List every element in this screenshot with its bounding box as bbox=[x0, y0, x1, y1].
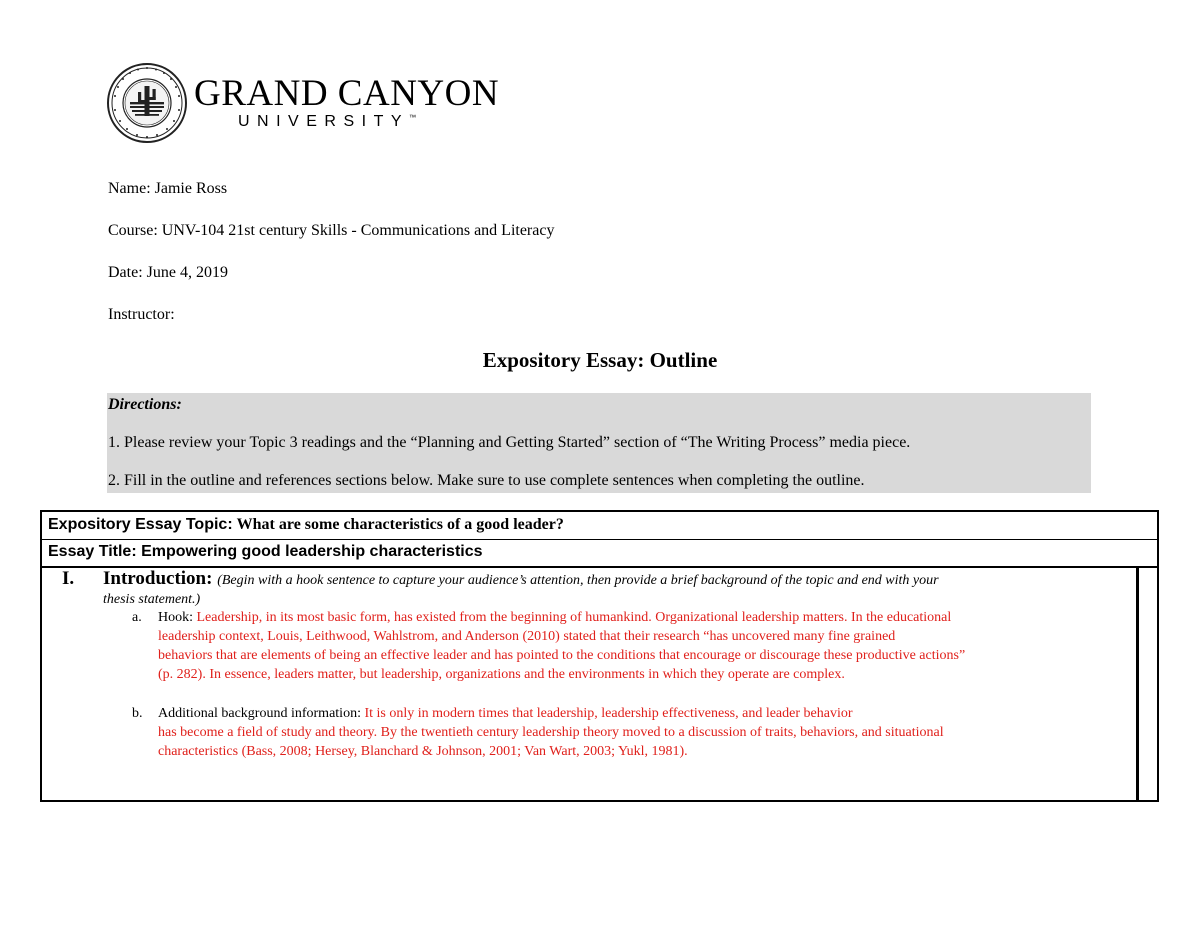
item-a-letter: a. bbox=[132, 610, 142, 625]
introduction-note-cont: thesis statement.) bbox=[103, 592, 201, 607]
university-wordmark bbox=[194, 75, 499, 131]
item-a-line-1 bbox=[158, 610, 951, 626]
item-a-label: Hook: bbox=[158, 610, 193, 625]
date-line: Date: June 4, 2019 bbox=[108, 264, 228, 281]
essay-title-row bbox=[42, 540, 1157, 568]
hook-text: Leadership, in its most basic form, has existed from the beginning of humankind. Organizational leadership matters. In the educational bbox=[196, 610, 952, 625]
trademark-symbol: ™ bbox=[409, 114, 417, 122]
background-text-line-2: has become a field of study and theory. By the twentieth century leadership theory moved to a discussion of traits, behaviors, and situational bbox=[158, 725, 944, 740]
student-name: Name: Jamie Ross bbox=[108, 180, 228, 197]
university-name: GRAND CANYON bbox=[194, 73, 500, 114]
hook-text-line-2: leadership context, Louis, Leithwood, Wahlstrom, and Anderson (2010) stated that their research “has uncovered many fine grained bbox=[158, 629, 896, 644]
hook-text-line-3: behaviors that are elements of being an effective leader and has pointed to the conditions that encourage or discourage these productive actions” bbox=[158, 648, 966, 663]
directions-item-2: 2. Fill in the outline and references sections below. Make sure to use complete sentences when completing the outline. bbox=[108, 472, 865, 489]
course-line: Course: UNV-104 21st century Skills - Communications and Literacy bbox=[108, 222, 555, 239]
item-b-label: Additional background information: bbox=[158, 706, 361, 721]
page-title: Expository Essay: Outline bbox=[482, 348, 718, 372]
instructor-line: Instructor: bbox=[108, 306, 175, 323]
essay-title: Essay Title: Empowering good leadership characteristics bbox=[48, 543, 483, 560]
introduction-note: (Begin with a hook sentence to capture your audience’s attention, then provide a brief background of the topic and end with your bbox=[217, 573, 939, 588]
directions-item-1: 1. Please review your Topic 3 readings and the “Planning and Getting Started” section of “The Writing Process” media piece. bbox=[108, 434, 911, 451]
university-logo bbox=[106, 62, 499, 144]
column-divider bbox=[1136, 568, 1139, 800]
section-number: I. bbox=[62, 568, 75, 589]
topic-row bbox=[42, 512, 1157, 540]
directions-heading: Directions: bbox=[108, 396, 182, 413]
item-b-line-1 bbox=[158, 706, 853, 722]
topic-label: Expository Essay Topic: bbox=[48, 516, 233, 533]
topic-value: What are some characteristics of a good leader? bbox=[236, 516, 564, 533]
background-text: It is only in modern times that leadership, leadership effectiveness, and leader behavior bbox=[364, 706, 853, 721]
background-text-line-3: characteristics (Bass, 2008; Hersey, Blanchard & Johnson, 2001; Van Wart, 2003; Yukl, 1981). bbox=[158, 744, 688, 759]
hook-text-line-4: (p. 282). In essence, leaders matter, but leadership, organizations and the environments in which they operate are complex. bbox=[158, 667, 845, 682]
introduction-heading: Introduction: (Begin with a hook sentence to capture your audience’s attention, then provide a brief background of the topic and end with your bbox=[103, 568, 939, 589]
university-seal-icon bbox=[106, 62, 188, 144]
university-subname: UNIVERSITY™ bbox=[238, 113, 417, 130]
item-b-letter: b. bbox=[132, 706, 143, 721]
directions-box bbox=[107, 393, 1091, 493]
